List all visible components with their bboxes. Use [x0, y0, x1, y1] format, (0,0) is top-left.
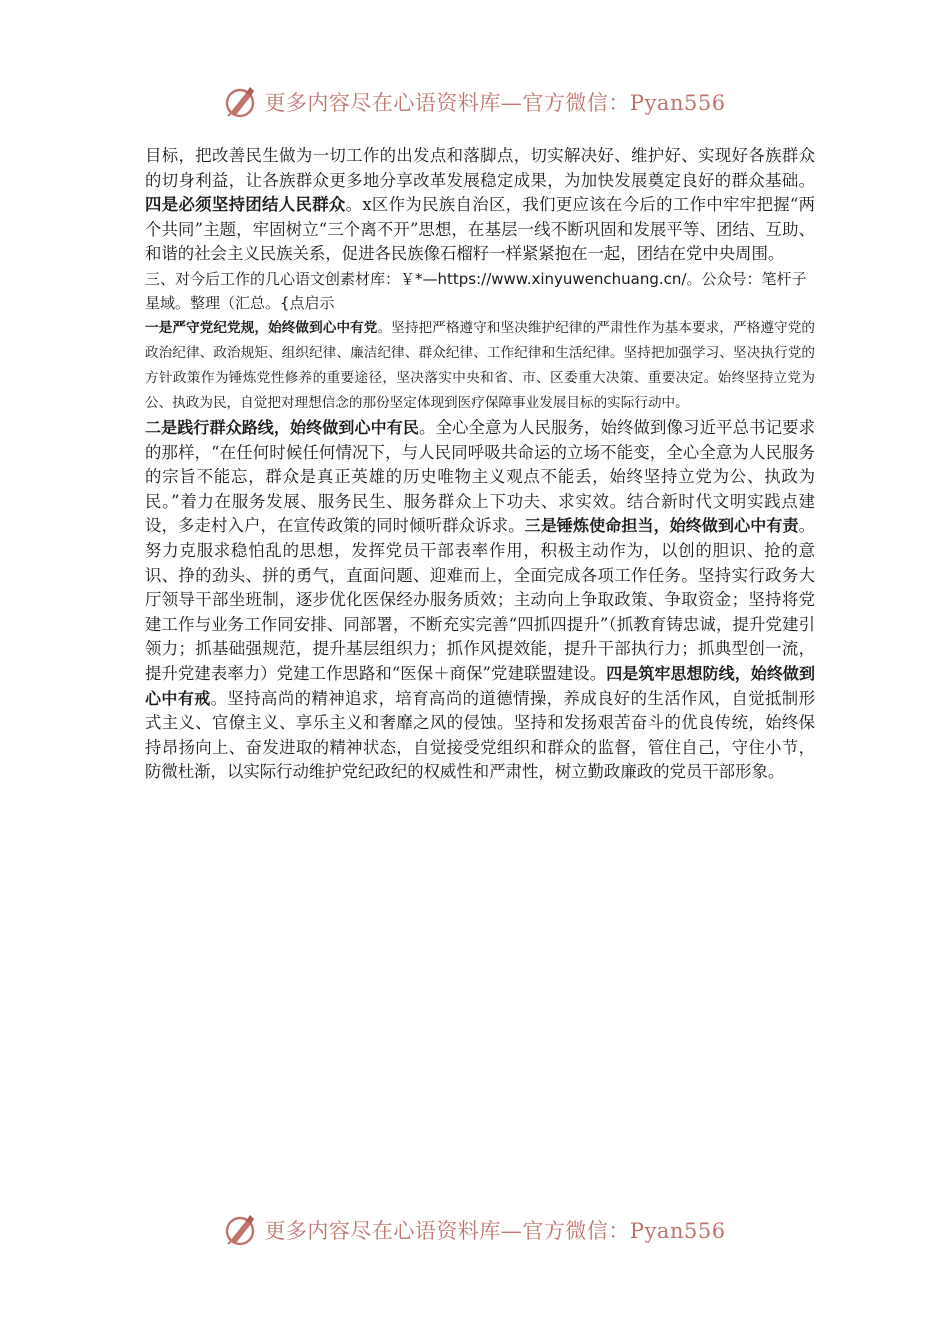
bold-point-two: 二是践行群众路线，始终做到心中有民 — [145, 417, 419, 437]
section-heading: 三、对今后工作的几心语文创素材库：￥*—https://www.xinyuwenchuang.cn/。公众号：笔杆子星域。整理（汇总。{点启示 — [145, 269, 807, 312]
paragraph-party-discipline: 一是严守党纪党规，始终做到心中有党。坚持把严格遵守和坚决维护纪律的严肃性作为基本要求，严格遵守党的政治纪律、政治规矩、组织纪律、廉洁纪律、群众纪律、工作纪律和生活纪律。坚持把加强学习、坚决执行党的方针政策作为锤炼党性修养的重要途径，坚决落实中央和省、市、区委重大决策、重要决定。始终坚持立党为公、执政为民，自觉把对理想信念的那份坚定体现到医疗保障事业发展目标的实际行动中。 — [145, 319, 816, 411]
pen-logo-icon — [224, 1213, 258, 1247]
banner-text: 更多内容尽在心语资料库—官方微信：Pyan556 — [264, 1219, 726, 1243]
pen-logo-icon — [224, 85, 258, 119]
bold-point-four: 四是必须坚持团结人民群众 — [145, 195, 346, 215]
bold-point-one: 一是严守党纪党规，始终做到心中有党 — [145, 319, 378, 336]
document-body — [145, 144, 815, 785]
banner-text: 更多内容尽在心语资料库—官方微信：Pyan556 — [264, 91, 726, 115]
header-banner — [0, 82, 950, 122]
footer-banner — [0, 1210, 950, 1250]
bold-point-three: 三是锤炼使命担当，始终做到心中有责 — [524, 516, 799, 536]
paragraph-mass-line: 二是践行群众路线，始终做到心中有民。全心全意为人民服务，始终做到像习近平总书记要求的那样，“在任何时候任何情况下，与人民同呼吸共命运的立场不能变，全心全意为人民服务的宗旨不能忘，群众是真正英雄的历史唯物主义观点不能丢，始终坚持立党为公、执政为民。”着力在服务发展、服务民生、服务群众上下功夫、求实效。结合新时代文明实践点建设，多走村入户，在宣传政策的同时倾听群众诉求。三是锤炼使命担当，始终做到心中有责。努力克服求稳怕乱的思想，发挥党员干部表率作用，积极主动作为，以创的胆识、抢的意识、挣的劲头、拼的勇气，直面问题、迎难而上，全面完成各项工作任务。坚持实行政务大厅领导干部坐班制，逐步优化医保经办服务质效；主动向上争取政策、争取资金；坚持将党建工作与业务工作同安排、同部署，不断充实完善“四抓四提升”（抓教育铸忠诚，提升党建引领力；抓基础强规范，提升基层组织力；抓作风提效能，提升干部执行力；抓典型创一流，提升党建表率力）党建工作思路和“医保＋商保”党建联盟建设。四是筑牢思想防线，始终做到心中有戒。坚持高尚的精神追求，培育高尚的道德情操，养成良好的生活作风，自觉抵制形式主义、官僚主义、享乐主义和奢靡之风的侵蚀。坚持和发扬艰苦奋斗的优良传统，始终保持昂扬向上、奋发进取的精神状态，自觉接受党组织和群众的监督，管住自己，守住小节，防微杜渐，以实际行动维护党纪政纪的权威性和严肃性，树立勤政廉政的党员干部形象。 — [145, 417, 815, 782]
bold-point-four-defense: 四是筑牢思想防线，始终做到心中有戒 — [145, 663, 815, 708]
paragraph-goals: 目标，把改善民生做为一切工作的出发点和落脚点，切实解决好、维护好、实现好各族群众的切身利益，让各族群众更多地分享改革发展稳定成果，为加快发展奠定良好的群众基础。四是必须坚持团结人民群众。x区作为民族自治区，我们更应该在今后的工作中牢牢把握“两个共同”主题，牢固树立“三个离不开”思想，在基层一线不断巩固和发展平等、团结、互助、和谐的社会主义民族关系，促进各民族像石榴籽一样紧紧抱在一起，团结在党中央周围。 — [145, 146, 816, 264]
